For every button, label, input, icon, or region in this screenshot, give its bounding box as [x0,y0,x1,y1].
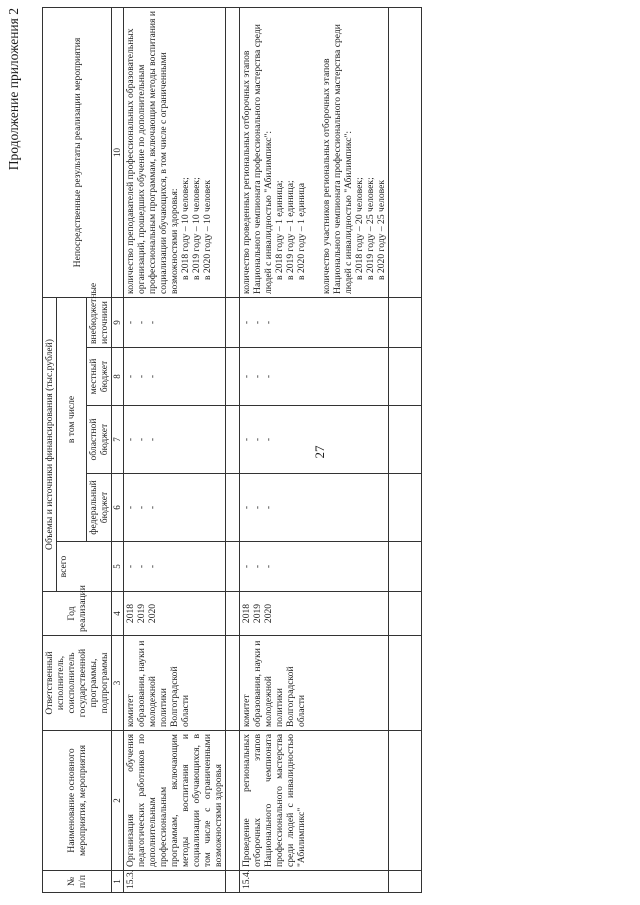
responsible-executor: комитет образования, науки и молодежной политики Волгоградской области [240,636,389,731]
extrabudget-cell: - - - [124,297,226,347]
year: 2018 [241,603,252,624]
result-line: в 2019 году – 10 человек; [191,177,202,280]
responsible-executor: комитет образования, науки и молодежной политики Волгоградской области [124,636,226,731]
row-number: 15.3. [124,871,226,893]
header-including: в том числе [57,297,87,541]
result-line: в 2018 году – 10 человек; [180,177,191,280]
appendix-caption: Продолжение приложения 2 [6,8,21,171]
row-number: 15.4. [240,871,389,893]
local-cell: - - - [124,348,226,406]
total-cell: - - - [124,542,226,592]
years-cell [240,592,389,636]
result-line: в 2019 году – 25 человек; [365,177,376,280]
year: 2019 [136,603,147,624]
federal-cell: - - - [124,474,226,542]
col-number: 10 [112,7,124,297]
result-text: количество преподавателей профессиональных образовательных организаций, прошедших обучение по дополнительным профессиональным программам, включающим методы воспитания и социализации обучающихся, в том числе с ограниченными возможностями здоровья: [125,11,180,294]
col-number: 8 [112,348,124,406]
regional-cell: - - - [240,406,389,474]
col-number: 1 [112,871,124,893]
result-text: количество участников региональных отборочных этапов Национального чемпионата профессионального мастерства среди людей с инвалидностью "Абилимпикс": [321,24,354,294]
year: 2020 [147,603,158,624]
result-cell [124,7,226,297]
year: 2018 [125,603,136,624]
regional-cell: - - - [124,406,226,474]
result-line: в 2018 году – 20 человек; [354,177,365,280]
result-line: в 2019 году – 1 единица; [285,180,296,280]
col-number: 3 [112,636,124,731]
col-number: 5 [112,542,124,592]
year: 2019 [252,603,263,624]
extrabudget-cell: - - - [240,297,389,347]
header-name: Наименование основного мероприятия, мероприятия [43,731,112,871]
header-extrabudget: внебюджетные источники [87,297,112,347]
header-local: местный бюджет [87,348,112,406]
header-federal: федеральный бюджет [87,474,112,542]
result-line: в 2020 году – 10 человек [202,179,213,280]
result-line: в 2018 году – 1 единица; [274,180,285,280]
result-line: в 2020 году – 1 единица [296,182,307,280]
col-number: 2 [112,731,124,871]
table-row [240,7,389,892]
years-cell [124,592,226,636]
header-funding: Объемы и источники финансирования (тыс.рублей) [43,297,57,591]
col-number: 7 [112,406,124,474]
activity-name: Проведение региональных отборочных этапов Национального чемпионата профессионального мастерства среди людей с инвалидностью "Абилимпикс" [240,731,389,871]
header-total: всего [57,542,112,592]
federal-cell: - - - [240,474,389,542]
result-text: количество проведенных региональных отборочных этапов Национального чемпионата профессионального мастерства среди людей с инвалидностью "Абилимпикс": [241,24,274,294]
header-responsible: Ответственный исполнитель, соисполнитель государственной программы, подпрограммы [43,636,112,731]
header-year: Год реализации [43,592,112,636]
col-number: 4 [112,592,124,636]
funding-table [42,7,422,893]
activity-name: Организация обучения педагогических работников по дополнительным профессиональным программам, включающим методы воспитания и социализации обучающихся, в том числе с ограниченными возможностями здоровья [124,731,226,871]
header-no: № п/п [43,871,112,893]
result-line: в 2020 году – 25 человек [376,179,387,280]
total-cell: - - - [240,542,389,592]
local-cell: - - - [240,348,389,406]
col-number: 9 [112,297,124,347]
header-regional: областной бюджет [87,406,112,474]
header-result: Непосредственные результаты реализации мероприятия [43,7,112,297]
table-row [124,7,226,892]
year: 2020 [263,603,274,624]
result-cell [240,7,389,297]
page-number: 27 [312,445,327,459]
col-number: 6 [112,474,124,542]
